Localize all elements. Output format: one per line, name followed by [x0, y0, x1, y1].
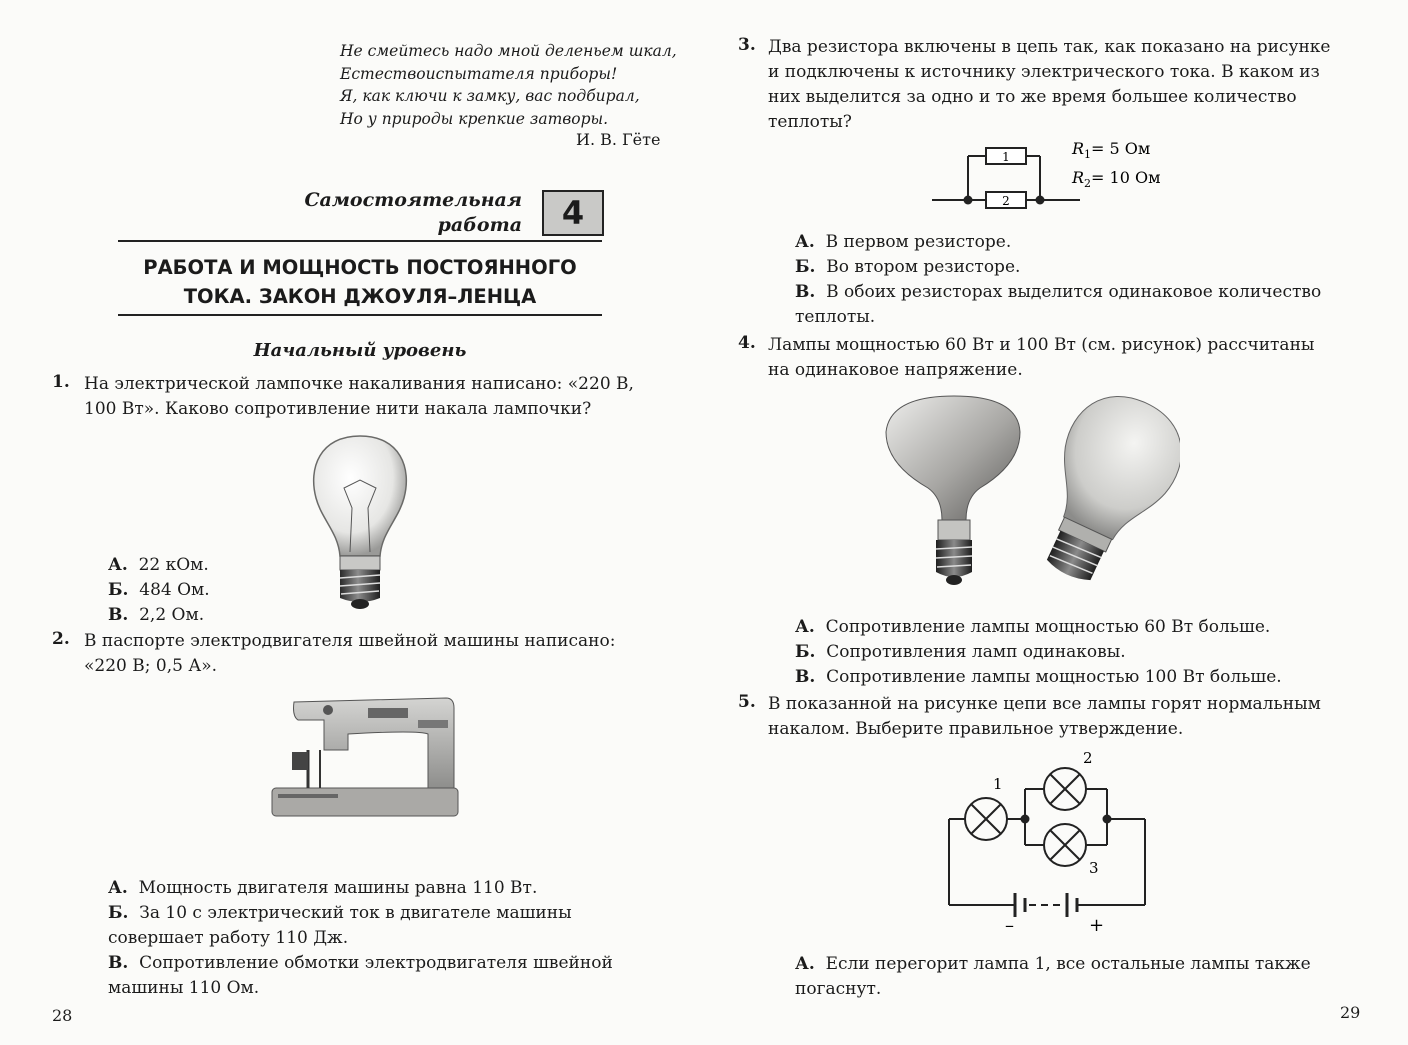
answer-option[interactable]: [108, 603, 210, 628]
divider-bottom: [118, 314, 602, 316]
question-4-text: [768, 333, 1314, 383]
question-1-text: [84, 372, 634, 422]
question-line: них выделится за одно и то же время большее количество: [768, 87, 1297, 107]
work-label: [300, 188, 522, 238]
question-line: Два резистора включены в цепь так, как показано на рисунке: [768, 37, 1331, 57]
answer-option[interactable]: [795, 230, 1321, 255]
answer-letter: В.: [108, 953, 129, 973]
answer-option[interactable]: [108, 553, 210, 578]
question-line: 100 Вт». Каково сопротивление нити накала лампочки?: [84, 399, 592, 419]
plus-sign: +: [1089, 915, 1105, 935]
r2-value: [1071, 168, 1161, 190]
question-5-text: [768, 692, 1321, 742]
question-line: теплоты?: [768, 112, 852, 132]
question-number: 3.: [738, 35, 756, 55]
question-line: накалом. Выберите правильное утверждение.: [768, 719, 1184, 739]
answer-letter: А.: [108, 878, 128, 898]
question-line: Лампы мощностью 60 Вт и 100 Вт (см. рисунок) рассчитаны: [768, 335, 1315, 355]
epigraph-line: Не смейтесь надо мной деленьем шкал,: [340, 42, 677, 60]
minus-sign: –: [1005, 915, 1014, 935]
answer-letter: Б.: [108, 903, 129, 923]
answer-list: [108, 553, 210, 628]
answer-list: [795, 615, 1282, 690]
lamps-image: [880, 392, 1180, 602]
topic-title: [118, 253, 602, 311]
question-line: на одинаковое напряжение.: [768, 360, 1023, 380]
answer-letter: В.: [795, 667, 816, 687]
topic-line2: ТОКА. ЗАКОН ДЖОУЛЯ–ЛЕНЦА: [183, 285, 537, 308]
resistor-1-label: 1: [1002, 150, 1010, 164]
lamp-2-label: 2: [1083, 749, 1093, 767]
answer-text: Если перегорит лампа 1, все остальные лампы также: [825, 954, 1311, 974]
junction: [1036, 196, 1045, 205]
epigraph-line: Но у природы крепкие затворы.: [340, 109, 609, 128]
answer-text: Сопротивление лампы мощностью 100 Вт больше.: [826, 667, 1282, 687]
lamp-1-label: 1: [993, 775, 1003, 793]
question-line: и подключены к источнику электрического тока. В каком из: [768, 62, 1320, 82]
answer-letter: А.: [108, 555, 128, 575]
answer-text: погаснут.: [795, 979, 882, 999]
answer-letter: А.: [795, 617, 815, 637]
work-number-badge: 4: [542, 190, 604, 236]
page-number-right: 29: [1340, 1003, 1361, 1022]
r2-value-text: = 10 Ом: [1091, 168, 1161, 187]
question-number: 1.: [52, 372, 70, 392]
answer-text: 484 Ом.: [139, 580, 210, 600]
answer-letter: Б.: [108, 580, 129, 600]
answer-option[interactable]: [795, 280, 1321, 330]
question-line: На электрической лампочке накаливания написано: «220 В,: [84, 374, 634, 394]
answer-text: Сопротивление обмотки электродвигателя швейной: [139, 953, 613, 973]
junction: [1021, 815, 1030, 824]
lamp-circuit-diagram: [935, 745, 1155, 935]
level-heading: Начальный уровень: [253, 340, 467, 361]
epigraph-line: Я, как ключи к замку, вас подбирал,: [340, 87, 640, 105]
answer-option[interactable]: [795, 665, 1282, 690]
r2-subscript: 2: [1084, 177, 1092, 190]
answer-option[interactable]: [108, 876, 613, 901]
question-2-text: [84, 629, 615, 679]
answer-text: Мощность двигателя машины равна 110 Вт.: [138, 878, 538, 898]
answer-text: 22 кОм.: [138, 555, 209, 575]
answer-text: 2,2 Ом.: [139, 605, 205, 625]
answer-letter: А.: [795, 954, 815, 974]
question-line: «220 В; 0,5 А».: [84, 656, 217, 676]
answer-letter: В.: [108, 605, 129, 625]
divider-top: [118, 240, 602, 242]
resistor-circuit-diagram: [930, 134, 1180, 214]
r2-symbol: R: [1072, 168, 1085, 187]
question-3-text: [768, 35, 1330, 135]
answer-option[interactable]: [108, 578, 210, 603]
answer-text: Во втором резисторе.: [826, 257, 1021, 277]
question-number: 2.: [52, 629, 70, 649]
answer-text: машины 110 Ом.: [108, 978, 260, 998]
answer-text: В первом резисторе.: [825, 232, 1012, 252]
answer-text: совершает работу 110 Дж.: [108, 928, 349, 948]
epigraph-line: Естествоиспытателя приборы!: [340, 64, 618, 83]
answer-text: Сопротивления ламп одинаковы.: [826, 642, 1126, 662]
work-label-line1: Самостоятельная: [304, 189, 522, 211]
r1-symbol: R: [1072, 139, 1085, 158]
answer-text: теплоты.: [795, 307, 876, 327]
answer-option[interactable]: [108, 901, 613, 951]
work-label-line2: работа: [437, 214, 522, 236]
answer-option[interactable]: [795, 952, 1311, 1002]
answer-text: Сопротивление лампы мощностью 60 Вт больше.: [825, 617, 1271, 637]
answer-list: [108, 876, 613, 1001]
answer-text: В обоих резисторах выделится одинаковое количество: [826, 282, 1322, 302]
answer-letter: Б.: [795, 257, 816, 277]
answer-letter: Б.: [795, 642, 816, 662]
question-number: 5.: [738, 692, 756, 712]
answer-option[interactable]: [108, 951, 613, 1001]
answer-list: [795, 952, 1311, 1002]
answer-letter: В.: [795, 282, 816, 302]
r1-value: [1071, 139, 1150, 161]
answer-letter: А.: [795, 232, 815, 252]
answer-option[interactable]: [795, 255, 1321, 280]
answer-option[interactable]: [795, 615, 1282, 640]
lamp-3-label: 3: [1089, 859, 1099, 877]
epigraph-author: И. В. Гёте: [576, 130, 661, 149]
incandescent-bulb-image: [300, 428, 420, 613]
junction: [1103, 815, 1112, 824]
epigraph: [340, 40, 677, 130]
answer-text: За 10 с электрический ток в двигателе машины: [139, 903, 572, 923]
answer-list: [795, 230, 1321, 330]
question-line: В паспорте электродвигателя швейной машины написано:: [84, 631, 616, 651]
resistor-2-label: 2: [1002, 194, 1010, 208]
question-line: В показанной на рисунке цепи все лампы горят нормальным: [768, 694, 1321, 714]
junction: [964, 196, 973, 205]
question-number: 4.: [738, 333, 756, 353]
page-number-left: 28: [52, 1006, 73, 1025]
r1-value-text: = 5 Ом: [1091, 139, 1151, 158]
answer-option[interactable]: [795, 640, 1282, 665]
topic-line1: РАБОТА И МОЩНОСТЬ ПОСТОЯННОГО: [143, 256, 577, 279]
r1-subscript: 1: [1084, 148, 1092, 161]
sewing-machine-image: [268, 690, 460, 820]
